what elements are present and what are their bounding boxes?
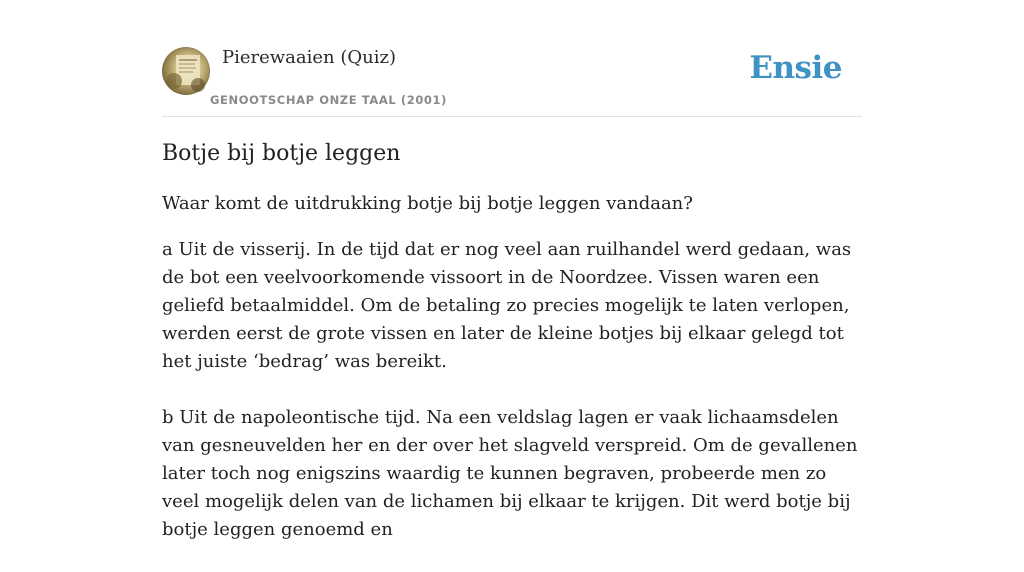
entry-header: [162, 0, 862, 117]
answer-list: [162, 236, 862, 544]
answer-option-a: a Uit de visserij. In de tijd dat er nog veel aan ruilhandel werd gedaan, was de bot een veelvoorkomende vissoort in de Noordzee. Vissen waren een geliefd betaalmiddel. Om de betaling zo precies mogelijk te laten verlopen, werden eerst de grote vissen en later de kleine botjes bij elkaar gelegd tot het juiste ‘bedrag’ was bereikt.: [162, 239, 852, 372]
entry-title: Botje bij botje leggen: [162, 141, 401, 166]
book-cover-avatar[interactable]: [162, 47, 210, 95]
answer-option-b: b Uit de napoleontische tijd. Na een veldslag lagen er vaak lichaamsdelen van gesneuvelden her en der over het slagveld verspreid. Om de gevallenen later toch nog enigszins waardig te kunnen begraven, probeerde men zo veel mogelijk delen van de lichamen bij elkaar te krijgen. Dit werd botje bij botje leggen genoemd en: [162, 407, 858, 540]
entry-content: [162, 138, 862, 572]
quiz-question: Waar komt de uitdrukking botje bij botje leggen vandaan?: [162, 193, 693, 214]
source-title[interactable]: Pierewaaien (Quiz): [222, 47, 397, 68]
ensie-logo[interactable]: Ensie: [749, 50, 842, 86]
publisher-label: GENOOTSCHAP ONZE TAAL (2001): [210, 93, 447, 107]
book-cover-icon: [162, 47, 210, 95]
